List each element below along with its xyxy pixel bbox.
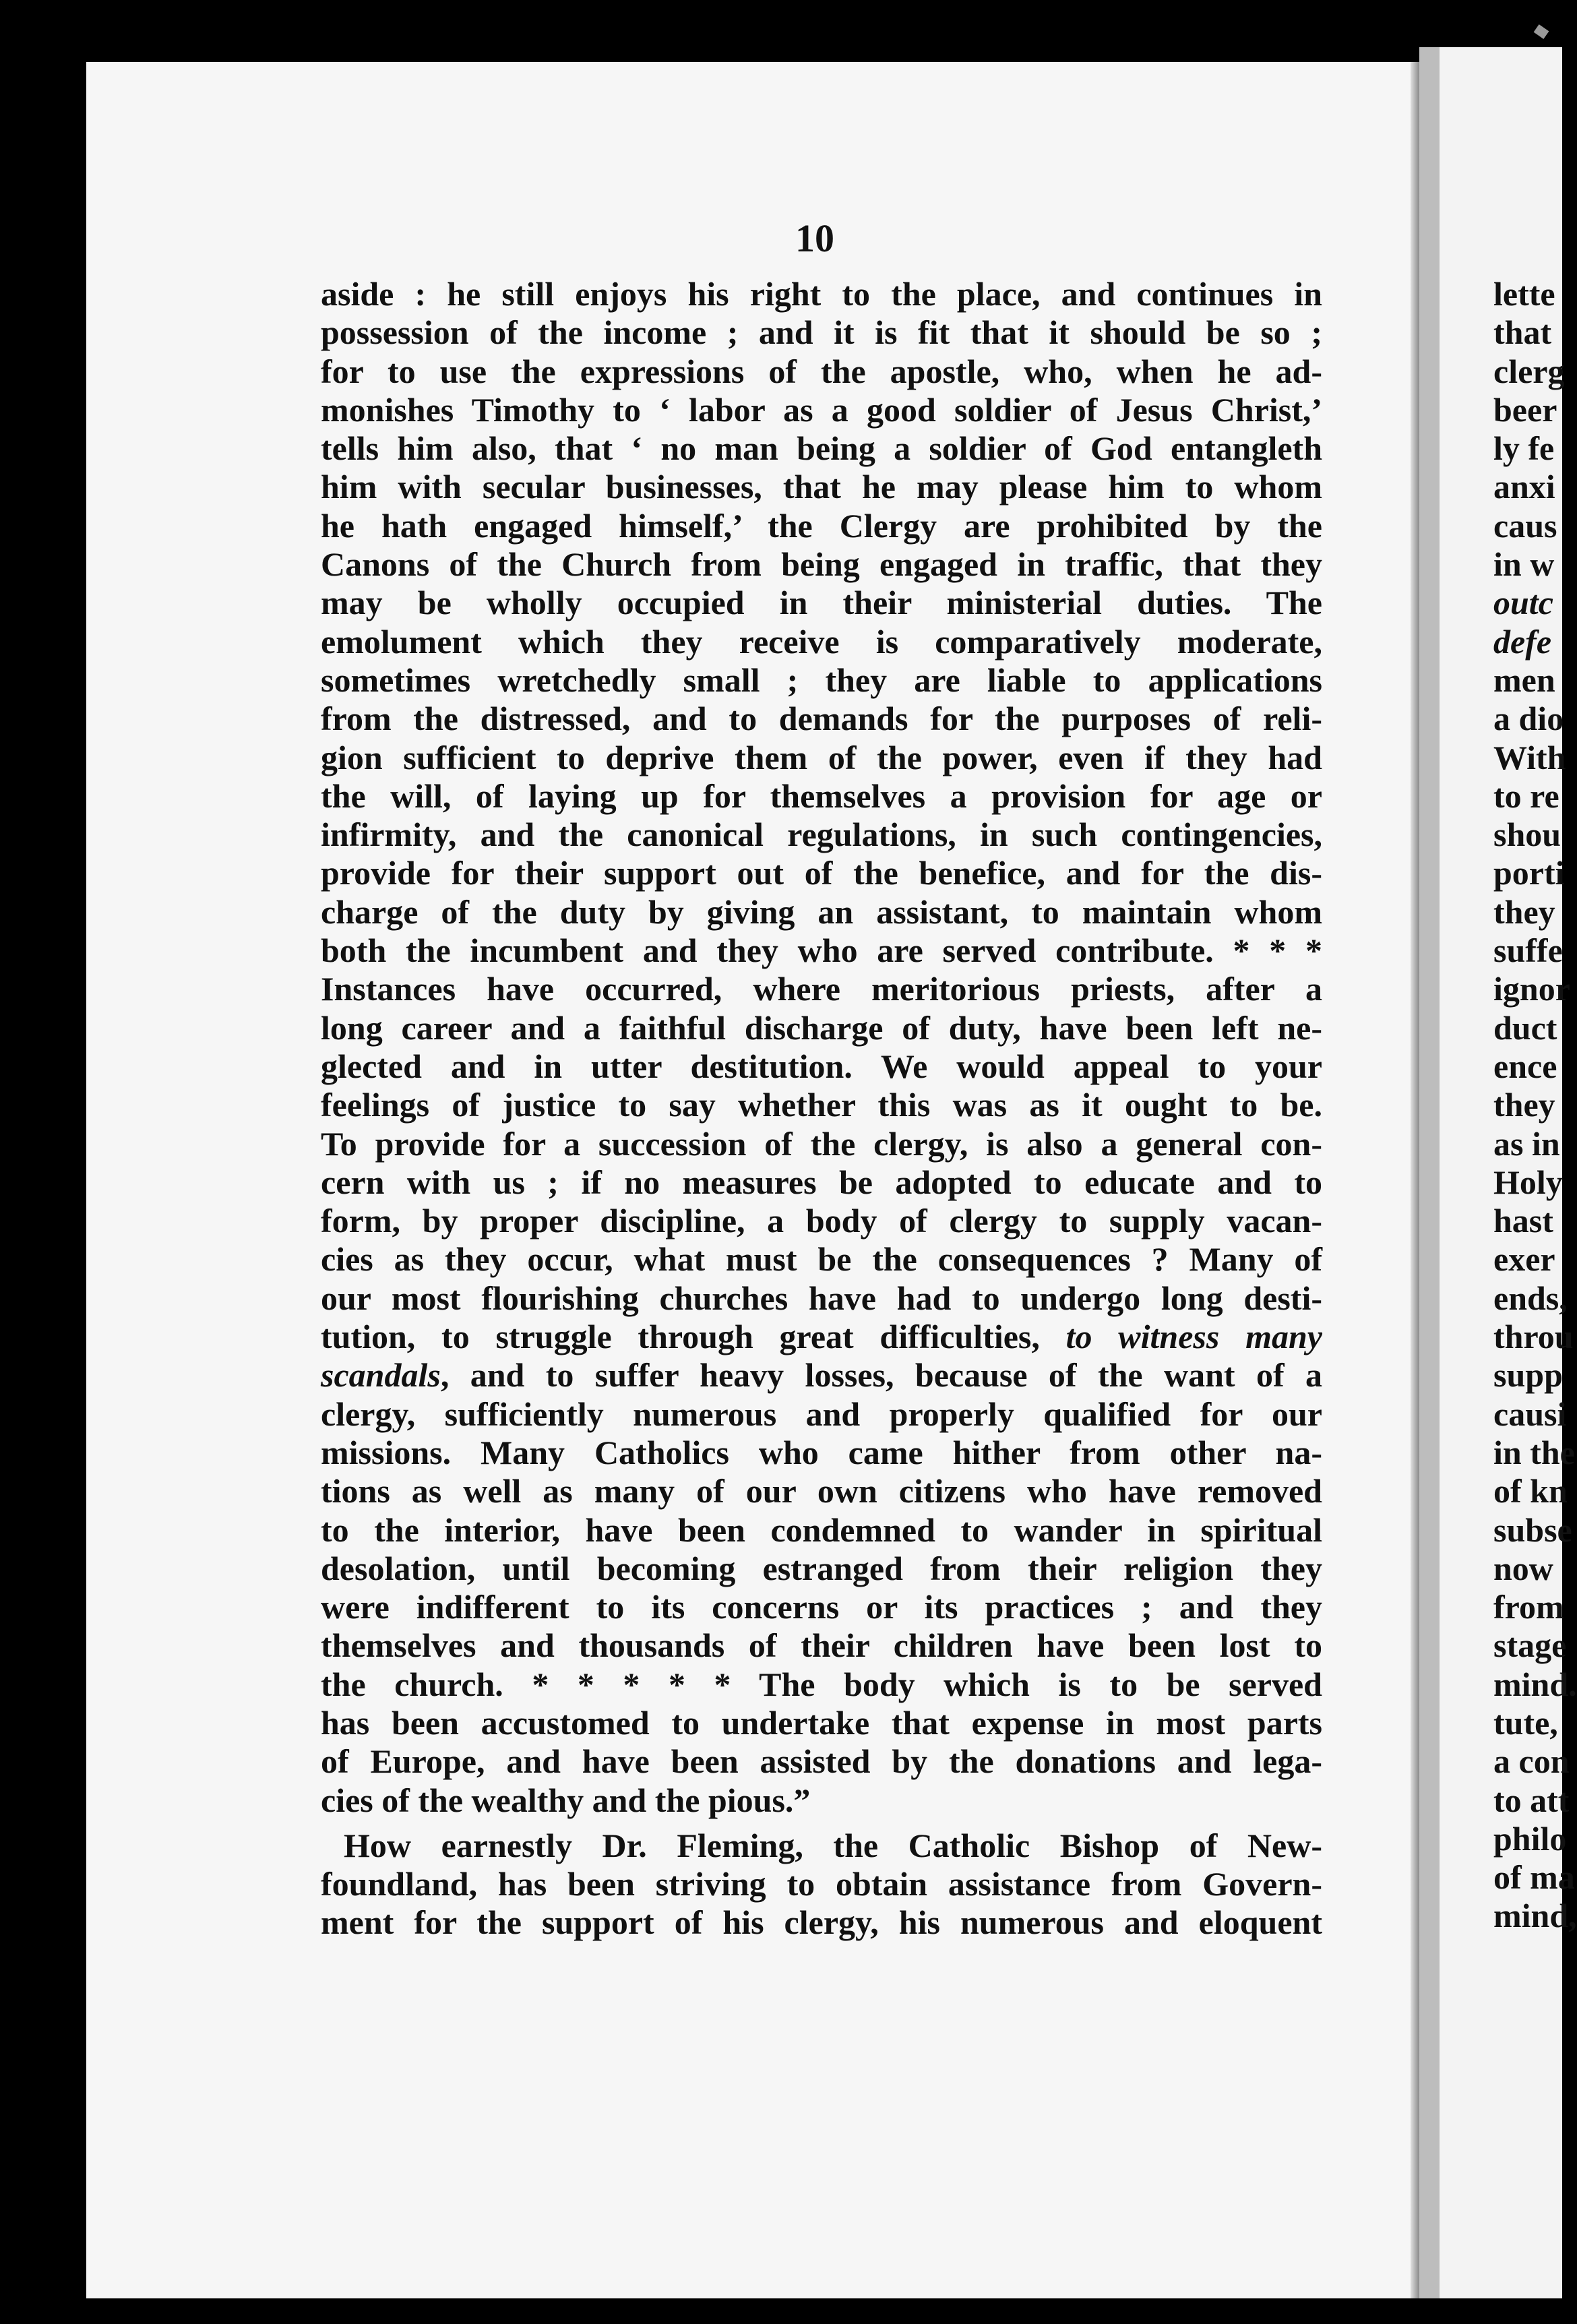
text-line: of Europe, and have been assisted by the donations and lega-: [321, 1742, 1322, 1781]
right-page-fragment: stage: [1493, 1626, 1567, 1665]
scan-mark: [1534, 24, 1549, 39]
italic-word: scandals: [321, 1356, 441, 1395]
text-line: monishes Timothy to ‘ labor as a good soldier of Jesus Christ,’: [321, 390, 1322, 429]
text-line: for to use the expressions of the apostle, who, when he ad-: [321, 352, 1322, 390]
gutter-shadow: [1411, 62, 1419, 2298]
right-page-fragment: in the: [1493, 1433, 1575, 1471]
right-page-fragment: defe: [1493, 622, 1552, 661]
text-line: tions as well as many of our own citizens who have removed: [321, 1472, 1322, 1510]
right-page-fragment: exer: [1493, 1240, 1555, 1279]
right-page-fragment: outc: [1493, 584, 1553, 622]
right-page-fragment: ignor: [1493, 970, 1570, 1008]
right-page-fragment: causi: [1493, 1395, 1567, 1433]
text-segment: , and to suffer heavy losses, because of the want of a: [440, 1356, 1322, 1395]
right-page-fragment: now: [1493, 1549, 1553, 1587]
right-page-fragment: duct: [1493, 1008, 1557, 1047]
right-page-fragment: porti: [1493, 854, 1565, 892]
text-line: may be wholly occupied in their ministerial duties. The: [321, 584, 1322, 622]
right-page-fragment: they: [1493, 1086, 1555, 1124]
text-line: Canons of the Church from being engaged in traffic, that they: [321, 545, 1322, 584]
text-line: cies of the wealthy and the pious.”: [321, 1781, 811, 1819]
right-page-fragment: as in: [1493, 1124, 1560, 1163]
right-page-fragment: in w: [1493, 545, 1555, 584]
right-page-fragment: hast: [1493, 1202, 1553, 1240]
text-line: feelings of justice to say whether this was as it ought to be.: [321, 1086, 1322, 1124]
text-line: long career and a faithful discharge of duty, have been left ne-: [321, 1008, 1322, 1047]
text-line: provide for their support out of the benefice, and for the dis-: [321, 854, 1322, 892]
text-line: How earnestly Dr. Fleming, the Catholic Bishop of New-: [344, 1826, 1322, 1864]
right-page-fragment: clerg: [1493, 352, 1565, 390]
text-line: ment for the support of his clergy, his numerous and eloquent: [321, 1903, 1322, 1942]
text-line: Instances have occurred, where meritorious priests, after a: [321, 970, 1322, 1008]
right-page-fragment: ly fe: [1493, 429, 1555, 468]
italic-phrase: to witness many: [1065, 1318, 1322, 1356]
text-line: from the distressed, and to demands for the purposes of reli-: [321, 700, 1322, 738]
right-page-fragment: from: [1493, 1588, 1564, 1626]
text-line: the church. * * * * * The body which is to be served: [321, 1665, 1322, 1703]
text-line: aside : he still enjoys his right to the place, and continues in: [321, 275, 1322, 313]
text-line: themselves and thousands of their children have been lost to: [321, 1626, 1322, 1665]
right-page-text-fragments: [1493, 275, 1577, 1936]
right-page-fragment: Holy: [1493, 1163, 1563, 1201]
text-line: charge of the duty by giving an assistant, to maintain whom: [321, 892, 1322, 931]
text-line: clergy, sufficiently numerous and properly qualified for our: [321, 1395, 1322, 1433]
text-line: to the interior, have been condemned to wander in spiritual: [321, 1510, 1322, 1549]
text-line: glected and in utter destitution. We would appeal to your: [321, 1047, 1322, 1085]
right-page-fragment: to att: [1493, 1781, 1570, 1819]
right-page-fragment: anxi: [1493, 468, 1555, 506]
text-line: possession of the income ; and it is fit that it should be so ;: [321, 313, 1322, 352]
right-page-fragment: shou: [1493, 816, 1561, 854]
right-page-fragment: beer: [1493, 390, 1557, 429]
text-line: our most flourishing churches have had to undergo long desti-: [321, 1279, 1322, 1317]
right-page-fragment: a dio: [1493, 700, 1564, 738]
right-page-fragment: lette: [1493, 275, 1555, 313]
text-line-mixed: [321, 1356, 1322, 1395]
text-line: him with secular businesses, that he may please him to whom: [321, 468, 1322, 506]
right-page-fragment: suffe: [1493, 931, 1563, 970]
text-line: To provide for a succession of the clergy, is also a general con-: [321, 1124, 1322, 1163]
right-page-fragment: caus: [1493, 506, 1557, 545]
text-line-mixed: [321, 1318, 1322, 1356]
text-line: the will, of laying up for themselves a provision for age or: [321, 776, 1322, 815]
right-page-fragment: to re: [1493, 776, 1559, 815]
right-page-fragment: mind.: [1493, 1665, 1577, 1703]
text-segment: tution, to struggle through great difficulties,: [321, 1318, 1066, 1356]
right-page-fragment: philo: [1493, 1819, 1567, 1858]
right-page-fragment: ends,: [1493, 1279, 1568, 1317]
right-page-fragment: of ma: [1493, 1858, 1575, 1897]
right-page-fragment: With: [1493, 738, 1566, 776]
body-text: [321, 275, 1322, 1943]
right-page-fragment: supp: [1493, 1356, 1563, 1395]
text-line: cies as they occur, what must be the consequences ? Many of: [321, 1240, 1322, 1279]
right-page-fragment: subse: [1493, 1510, 1572, 1549]
text-line: form, by proper discipline, a body of clergy to supply vacan-: [321, 1202, 1322, 1240]
right-page-fragment: of kn: [1493, 1472, 1568, 1510]
text-line: emolument which they receive is comparatively moderate,: [321, 622, 1322, 661]
text-line: were indifferent to its concerns or its practices ; and they: [321, 1588, 1322, 1626]
right-page-fragment: throu: [1493, 1318, 1574, 1356]
right-page-fragment: ence: [1493, 1047, 1557, 1085]
right-page-fragment: they: [1493, 892, 1555, 931]
text-line: he hath engaged himself,’ the Clergy are prohibited by the: [321, 506, 1322, 545]
text-line: sometimes wretchedly small ; they are liable to applications: [321, 661, 1322, 699]
right-page-fragment: that: [1493, 313, 1552, 352]
text-line: tells him also, that ‘ no man being a soldier of God entangleth: [321, 429, 1322, 468]
text-line: desolation, until becoming estranged from their religion they: [321, 1549, 1322, 1587]
text-line: cern with us ; if no measures be adopted to educate and to: [321, 1163, 1322, 1201]
right-page-fragment: mind,: [1493, 1897, 1577, 1935]
right-page-fragment: men: [1493, 661, 1555, 699]
right-page-fragment: tute,: [1493, 1703, 1558, 1742]
page-number: 10: [795, 216, 834, 260]
text-line: gion sufficient to deprive them of the power, even if they had: [321, 738, 1322, 776]
text-line: infirmity, and the canonical regulations, in such contingencies,: [321, 816, 1322, 854]
text-line: missions. Many Catholics who came hither from other na-: [321, 1433, 1322, 1471]
text-line: foundland, has been striving to obtain assistance from Govern-: [321, 1865, 1322, 1903]
text-line: has been accustomed to undertake that expense in most parts: [321, 1703, 1322, 1742]
text-line: both the incumbent and they who are served contribute. * * *: [321, 931, 1322, 970]
right-page-fragment: a con: [1493, 1742, 1570, 1781]
